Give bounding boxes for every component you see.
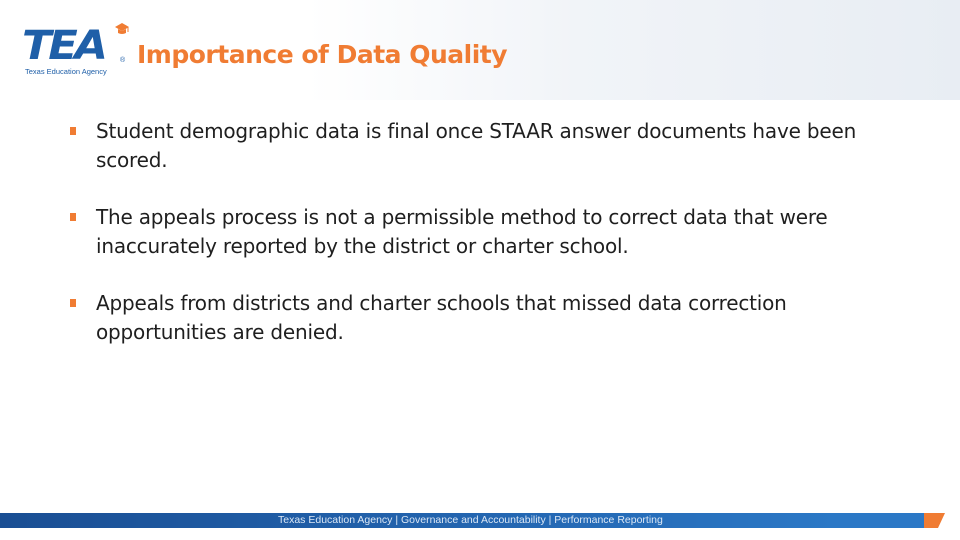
bullet-item — [68, 203, 868, 261]
bullet-square-icon — [70, 299, 76, 307]
logo-subtitle: Texas Education Agency — [25, 67, 107, 76]
slide-title: Importance of Data Quality — [137, 40, 508, 69]
graduation-cap-icon — [114, 22, 130, 36]
bullet-square-icon — [70, 213, 76, 221]
logo-letters: TEA — [22, 23, 105, 69]
bullet-square-icon — [70, 127, 76, 135]
bullet-item — [68, 289, 868, 347]
registered-mark: ® — [120, 57, 126, 64]
header-band — [0, 0, 960, 100]
bullet-text: The appeals process is not a permissible method to correct data that were inaccurately reported by the district or charter school. — [96, 205, 828, 258]
tea-logo — [22, 22, 134, 78]
bullet-text: Student demographic data is final once STAAR answer documents have been scored. — [96, 119, 857, 172]
bullet-list — [68, 117, 868, 375]
footer-text: Texas Education Agency | Governance and Accountability | Performance Reporting — [278, 514, 663, 526]
bullet-text: Appeals from districts and charter schools that missed data correction opportunities are denied. — [96, 291, 787, 344]
bullet-item — [68, 117, 868, 175]
